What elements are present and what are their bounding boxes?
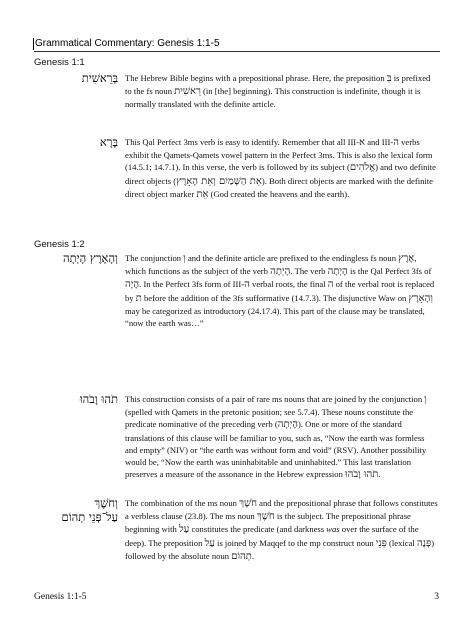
emphasis: was [326, 524, 340, 535]
hebrew-term: ה [327, 279, 334, 291]
text-run: ) and two definite direct objects ( [125, 162, 436, 186]
hebrew-lemma-line: וְחֹשֶׁךְ [94, 496, 118, 510]
text-run: The Hebrew Bible begins with a prepositional phrase. Here, the preposition [125, 73, 387, 83]
text-run: (spelled with Qamets in the pretonic position; see 5.7.4). These nouns constitute the predicate nominative of the preceding verb ( [125, 407, 414, 430]
hebrew-term: וְהָאָרֶץ [408, 292, 433, 304]
text-run: and the prepositional phrase that follows constitutes a verbless clause (23.8). The ms noun [125, 498, 438, 522]
hebrew-term: אֵת [196, 188, 209, 200]
hebrew-term: אֵת הַשָּׁמַיִם וְאֵת הָאָרֶץ [176, 175, 262, 187]
commentary-text [125, 393, 438, 481]
hebrew-term: הָיְתָה [327, 266, 348, 278]
text-run: over the surface of the deep). The preposition [125, 524, 419, 548]
text-run: (God created the heavens and the earth). [208, 188, 350, 199]
hebrew-term: חֹשֶׁךְ [239, 498, 258, 509]
text-run: and III- [365, 137, 394, 147]
hebrew-lemma [34, 393, 118, 407]
commentary-text [125, 252, 438, 329]
section-heading-1-2: Genesis 1:2 [34, 239, 85, 250]
section-heading-1-1: Genesis 1:1 [34, 57, 85, 68]
text-run: ) followed by the absolute noun [125, 537, 435, 561]
hebrew-term: ת [135, 292, 142, 304]
text-run: is prefixed to the fs noun [125, 73, 431, 97]
text-run: of the verbal root is replaced by [125, 279, 435, 303]
footer-reference: Genesis 1:1-5 [34, 592, 87, 602]
text-run: . [251, 550, 255, 561]
hebrew-lemma-line: עַל־פְּנֵי תְהוֹם [61, 509, 118, 524]
hebrew-lemma [34, 72, 118, 86]
hebrew-term: א [359, 137, 366, 148]
text-run: verbal roots, the final [249, 279, 328, 290]
text-run: (lexical [386, 537, 417, 548]
text-run: is the subject. The prepositional phrase beginning with [125, 511, 411, 535]
hebrew-term: וְ [424, 394, 427, 405]
hebrew-lemma-line: וְהָאָרֶץ הָיְתָה [62, 251, 118, 265]
hebrew-lemma [34, 136, 118, 150]
hebrew-term: עַל [178, 524, 190, 536]
text-run: The combination of the ms noun [125, 498, 240, 508]
text-run: and the definite article are prefixed to the endingless fs noun [185, 253, 399, 263]
hebrew-term: ה [244, 279, 250, 291]
hebrew-term: בְּ [386, 73, 392, 84]
text-run: may be categorized as introductory (24.17.4). This part of the clause may be translated, “now the earth was…” [125, 305, 425, 329]
text-run: verbs exhibit the Qamets-Qamets vowel pattern in the Perfect 3ms. This is also the lexical form (14.5.1; 14.7.1). In this verse, the verb is followed by its subject ( [125, 137, 433, 173]
hebrew-term: אֶרֶץ [398, 253, 415, 264]
hebrew-term: פָּנֶה [416, 537, 432, 549]
text-run: is joined by Maqqef to the mp construct noun [214, 537, 376, 548]
text-run: . In the Perfect 3fs form of III- [139, 279, 245, 290]
text-run: The conjunction [125, 253, 184, 263]
commentary-text [125, 72, 438, 111]
text-run: This Qal Perfect 3ms verb is easy to identify. Remember that all III- [125, 137, 360, 147]
hebrew-term: הָיָה [125, 279, 140, 291]
text-run: is the Qal Perfect 3fs of [347, 266, 432, 277]
page-header [34, 38, 440, 52]
text-run: ). Both direct objects are marked with the definite direct object marker [125, 175, 433, 199]
hebrew-term: רֵאשִׁית [174, 86, 201, 98]
text-run: . The verb [290, 266, 328, 277]
page-footer [34, 592, 439, 602]
commentary-text [125, 136, 438, 201]
hebrew-term: תְהוֹם [231, 550, 252, 562]
hebrew-term: חֹשֶׁךְ [256, 511, 275, 523]
hebrew-term: אֱלֹהִים [349, 162, 376, 174]
hebrew-lemma-line: בָּרָא [99, 135, 118, 149]
text-run: (in [the] beginning). This construction is indefinite, though it is normally translated with the definite article. [125, 86, 421, 110]
page-title: Grammatical Commentary: Genesis 1:1-5 [35, 38, 220, 49]
hebrew-lemma-line: בְּרֵאשִׁית [81, 71, 118, 85]
hebrew-lemma-line: תֹהוּ וָבֹהוּ [79, 392, 118, 406]
commentary-text [125, 497, 438, 563]
hebrew-term: תֹהוּ וָבֹהוּ [345, 469, 379, 481]
text-run: This construction consists of a pair of rare ms nouns that are joined by the conjunction [125, 394, 425, 404]
hebrew-lemma [34, 497, 118, 524]
text-run: . [378, 469, 381, 480]
text-run: , which functions as the subject of the verb [125, 253, 417, 277]
hebrew-term: וְ [183, 253, 186, 264]
hebrew-term: הָיְתָה [277, 419, 298, 431]
hebrew-term: עַל [204, 537, 215, 549]
hebrew-lemma [34, 252, 118, 266]
hebrew-term: הָיְתָה [270, 266, 291, 278]
hebrew-term: ה [393, 137, 399, 148]
page-number: 3 [434, 592, 439, 602]
text-cursor [33, 38, 34, 50]
text-run: constitutes the predicate (and darkness [189, 524, 327, 535]
text-run: before the addition of the 3fs sufformative (14.7.3). The disjunctive Waw on [141, 292, 409, 303]
text-run: ). One or more of the standard translations of this clause will be familiar to you, such as, “Now the earth was formless and empty” (NIV) or “the earth was without form and void” (RSV). Another possibility would be, “Now the earth was uninhabitable and uninhabited.” This last translation preserves a measure of the assonance in the Hebrew expression [125, 419, 427, 480]
hebrew-term: פְּנֵי [375, 537, 387, 549]
